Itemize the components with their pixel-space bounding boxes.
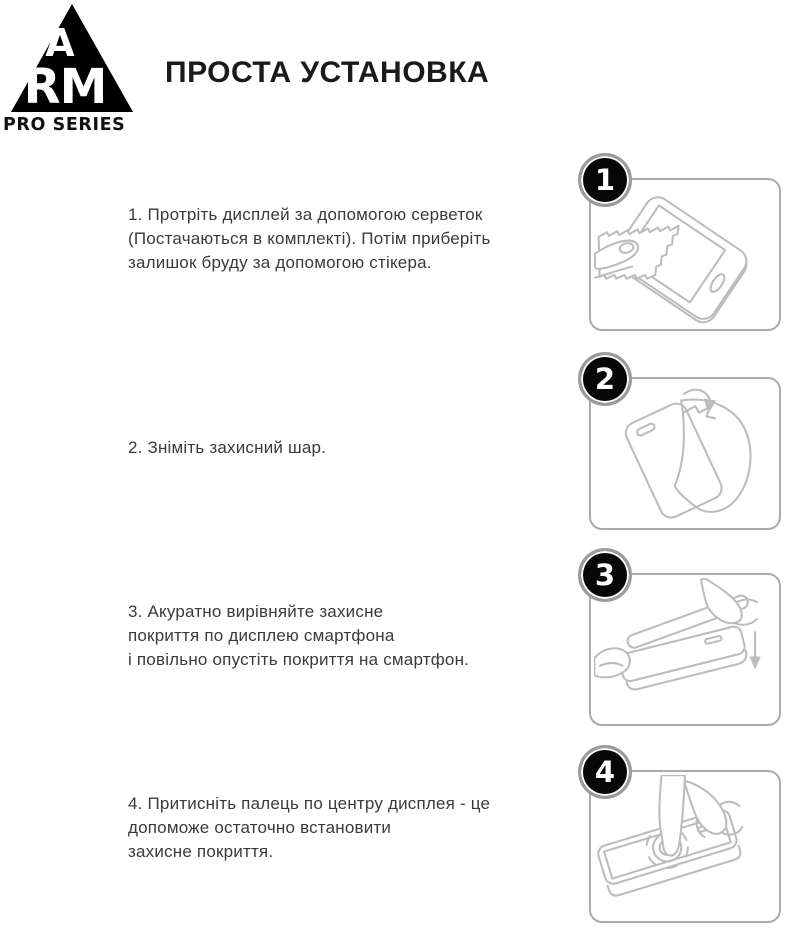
press-center-illustration-icon [594, 775, 776, 918]
step-3-number: 3 [594, 558, 616, 592]
step-1-text [128, 203, 491, 275]
step-3-line-1: 3. Акуратно вирівняйте захисне [128, 602, 384, 621]
step-1-number-badge [578, 153, 632, 207]
step-1-line-2: (Постачаються в комплекті). Потім приберіть [128, 229, 491, 248]
step-1-line-1: 1. Протріть дисплей за допомогою серветок [128, 205, 483, 224]
step-2-number: 2 [594, 362, 616, 396]
step-4-number-badge [578, 745, 632, 799]
step-3-number-badge [578, 548, 632, 602]
step-4-line-3: захисне покриття. [128, 842, 274, 861]
step-2-illustration-box [589, 362, 781, 530]
step-1-illustration-box [589, 163, 781, 331]
step-4-text [128, 792, 490, 864]
step-4-illustration-box [589, 755, 781, 923]
step-2-text [128, 436, 326, 460]
step-1-line-3: залишок бруду за допомогою стікера. [128, 253, 432, 272]
step-3-line-2: покриття по дисплею смартфона [128, 626, 395, 645]
step-2-line-1: 2. Зніміть захисний шар. [128, 438, 327, 457]
step-4-number: 4 [594, 755, 616, 789]
step-4-line-1: 4. Притисніть палець по центру дисплея - це [128, 794, 491, 813]
step-4-line-2: допоможе остаточно встановити [128, 818, 392, 837]
logo-letter-a: A [45, 21, 75, 65]
wipe-screen-illustration-icon [594, 183, 776, 326]
align-protector-illustration-icon [594, 578, 776, 721]
peel-film-illustration-icon [594, 382, 776, 525]
page-title: ПРОСТА УСТАНОВКА [165, 56, 490, 89]
step-2-number-badge [578, 352, 632, 406]
step-3-illustration-box [589, 558, 781, 726]
step-1-number: 1 [594, 163, 616, 197]
logo-series-label: PRO SERIES [3, 115, 126, 135]
step-3-line-3: і повільно опустіть покриття на смартфон. [128, 650, 470, 669]
arm-pro-series-logo [0, 0, 148, 140]
logo-letters-rm: RM [23, 59, 107, 115]
step-3-text [128, 600, 469, 672]
